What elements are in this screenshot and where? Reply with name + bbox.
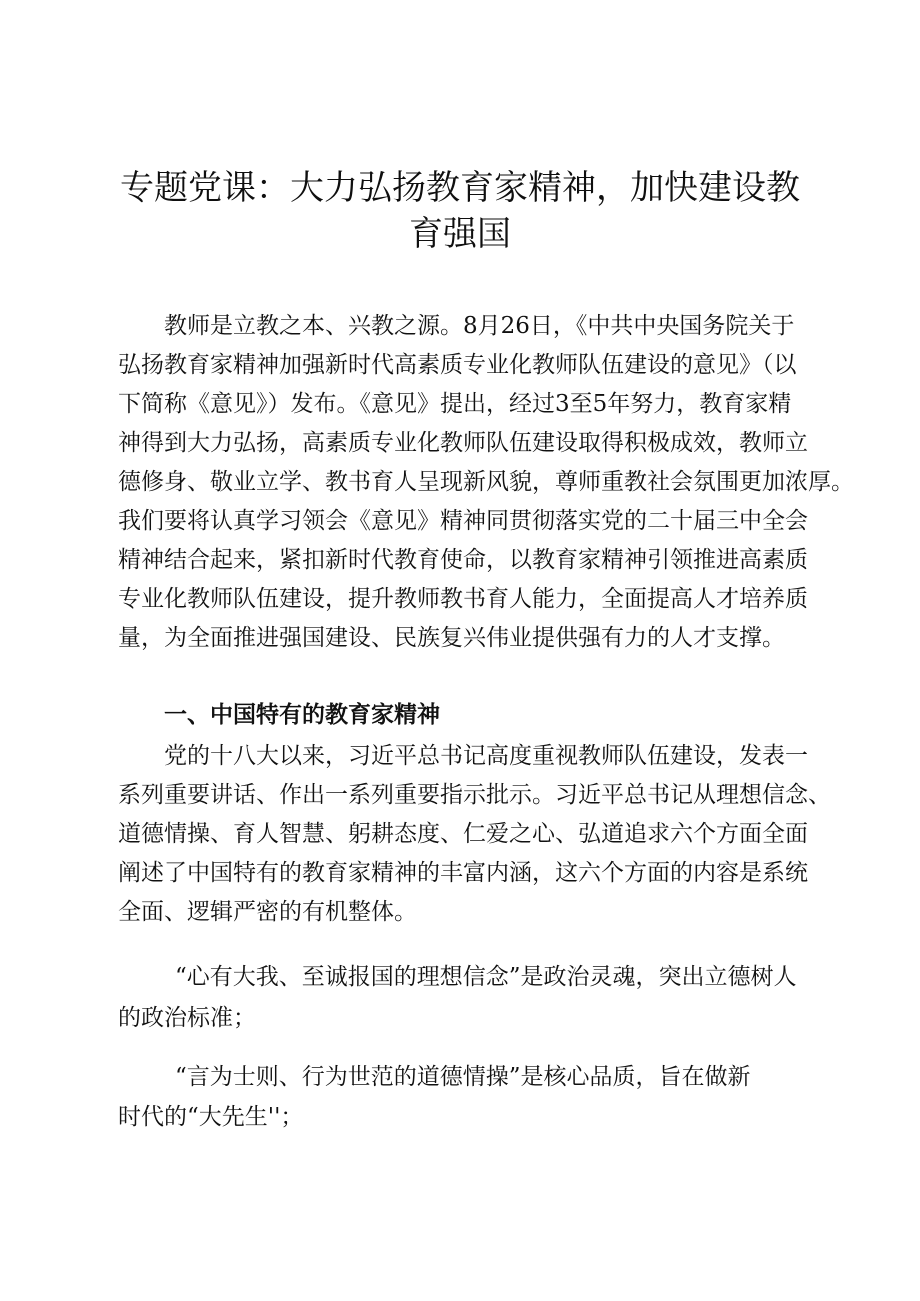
- para2-line-5: 全面、逻辑严密的有机整体。: [118, 899, 417, 925]
- para1-line-9: 量，为全面推进强国建设、民族复兴伟业提供强有力的人才支撑。: [118, 625, 785, 651]
- para1-line-3: 下简称《意见》）发布。《意见》提出，经过3至5年努力，教育家精: [118, 391, 792, 417]
- para1-line-5: 德修身、敬业立学、教书育人呈现新风貌，尊师重教社会氛围更加浓厚。: [118, 469, 854, 495]
- section-heading-1: 一、中国特有的教育家精神: [164, 702, 440, 728]
- para2-line-2: 系列重要讲话、作出一系列重要指示批示。习近平总书记从理想信念、: [118, 782, 831, 808]
- para2-line-1: 党的十八大以来，习近平总书记高度重视教师队伍建设，发表一: [164, 743, 808, 769]
- para3-line-2: 的政治标准；: [118, 1005, 256, 1031]
- para2-line-3: 道德情操、育人智慧、躬耕态度、仁爱之心、弘道追求六个方面全面: [118, 821, 808, 847]
- para2-line-4: 阐述了中国特有的教育家精神的丰富内涵，这六个方面的内容是系统: [118, 860, 808, 886]
- para1-line-7: 精神结合起来，紧扣新时代教育使命，以教育家精神引领推进高素质: [118, 547, 808, 573]
- para3-line-1: “心有大我、至诚报国的理想信念”是政治灵魂，突出立德树人: [175, 964, 797, 990]
- para1-line-2: 弘扬教育家精神加强新时代高素质专业化教师队伍建设的意见》（以: [118, 352, 797, 378]
- para1-line-8: 专业化教师队伍建设，提升教师教书育人能力，全面提高人才培养质: [118, 586, 808, 612]
- para1-line-1: 教师是立教之本、兴教之源。8月26日，《中共中央国务院关于: [164, 313, 795, 339]
- document-title-line-2: 育强国: [409, 214, 511, 254]
- para4-line-1: “言为士则、行为世范的道德情操”是核心品质，旨在做新: [175, 1064, 751, 1090]
- para4-line-2: 时代的“大先生''；: [118, 1104, 304, 1130]
- para1-line-6: 我们要将认真学习领会《意见》精神同贯彻落实党的二十届三中全会: [118, 508, 808, 534]
- document-title-line-1: 专题党课：大力弘扬教育家精神，加快建设教: [120, 168, 800, 208]
- para1-line-4: 神得到大力弘扬，高素质专业化教师队伍建设取得积极成效，教师立: [118, 430, 808, 456]
